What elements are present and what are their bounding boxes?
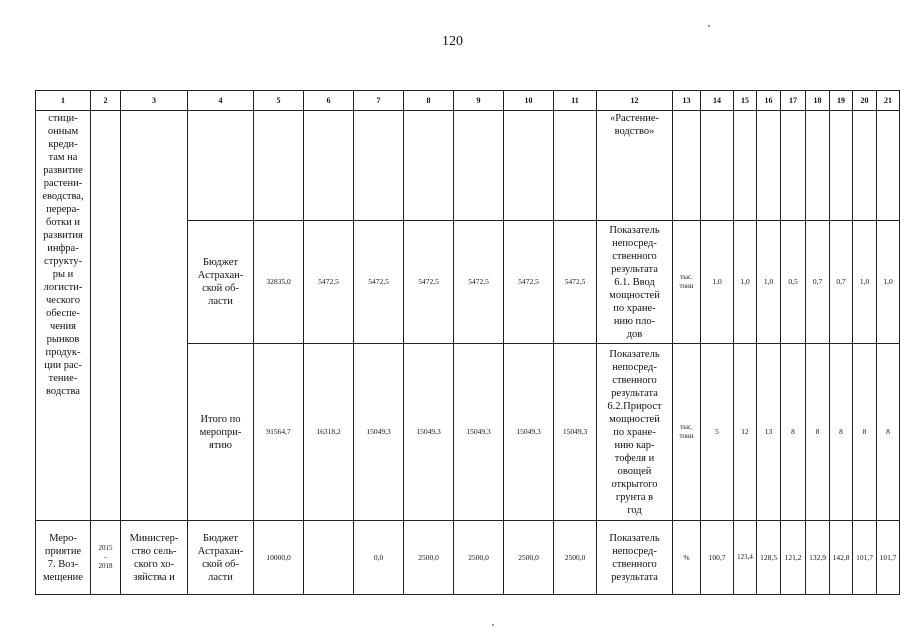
funding-source-cell: Бюджет Астрахан- ской об- ласти <box>188 221 254 344</box>
unit-cell: тыс. тонн <box>673 221 701 344</box>
value-cell: 15049,3 <box>404 344 454 521</box>
executor-cell <box>121 111 188 521</box>
indicator-value-cell: 8 <box>806 344 830 521</box>
value-cell <box>504 111 554 221</box>
indicator-value-cell <box>853 111 877 221</box>
column-header: 8 <box>404 91 454 111</box>
column-header: 16 <box>757 91 781 111</box>
column-header: 3 <box>121 91 188 111</box>
indicator-name-cell: Показатель непосред- ственного результата <box>597 521 673 595</box>
column-header: 2 <box>91 91 121 111</box>
indicator-value-cell: 1,0 <box>701 221 734 344</box>
executor-cell: Министер- ство сель- ского хо- зяйства и <box>121 521 188 595</box>
indicator-value-cell <box>830 111 853 221</box>
value-cell: 0,0 <box>354 521 404 595</box>
value-cell: 2500,0 <box>454 521 504 595</box>
indicator-value-cell <box>757 111 781 221</box>
column-header: 13 <box>673 91 701 111</box>
value-cell: 5472,5 <box>354 221 404 344</box>
indicator-value-cell: 101,7 <box>853 521 877 595</box>
column-header: 4 <box>188 91 254 111</box>
funding-source-cell <box>188 111 254 221</box>
value-cell <box>454 111 504 221</box>
column-header: 18 <box>806 91 830 111</box>
value-cell: 5472,5 <box>504 221 554 344</box>
column-header: 15 <box>734 91 757 111</box>
value-cell: 15049,3 <box>454 344 504 521</box>
page-number: 120 <box>442 34 463 49</box>
value-cell: 2500,0 <box>504 521 554 595</box>
measure-description-cell: Меро- приятие 7. Воз- мещение <box>36 521 91 595</box>
indicator-value-cell <box>877 111 900 221</box>
table-row <box>36 111 900 221</box>
indicator-value-cell: 0,5 <box>781 221 806 344</box>
indicator-value-cell: 142,8 <box>830 521 853 595</box>
period-cell <box>91 111 121 521</box>
funding-source-cell: Бюджет Астрахан- ской об- ласти <box>188 521 254 595</box>
indicator-value-cell: 0,7 <box>830 221 853 344</box>
table-row <box>36 521 900 595</box>
measure-description-cell: стици- онным креди- там на развитие растени- еводства, перера- ботки и развития инфра- структу- ры и логисти- ческого обеспе- чения рынков продук- ции рас- тение- водства <box>36 111 91 521</box>
unit-cell: тыс. тонн <box>673 344 701 521</box>
indicator-value-cell: 8 <box>877 344 900 521</box>
indicator-value-cell: 13 <box>757 344 781 521</box>
indicator-name-cell: Показатель непосред- ственного результата 6.1. Ввод мощностей по хране- нию пло- дов <box>597 221 673 344</box>
scan-speck <box>492 624 494 626</box>
column-header: 5 <box>254 91 304 111</box>
value-cell: 15049,3 <box>554 344 597 521</box>
indicator-value-cell: 8 <box>781 344 806 521</box>
indicator-value-cell: 101,7 <box>877 521 900 595</box>
value-cell <box>304 521 354 595</box>
value-cell: 15049,3 <box>354 344 404 521</box>
indicator-name-cell: «Растение- водство» <box>597 111 673 221</box>
value-cell: 16318,2 <box>304 344 354 521</box>
column-header: 14 <box>701 91 734 111</box>
column-header: 1 <box>36 91 91 111</box>
indicator-value-cell: 132,9 <box>806 521 830 595</box>
scan-speck <box>708 25 710 27</box>
value-cell: 5472,5 <box>404 221 454 344</box>
program-table <box>35 90 900 595</box>
value-cell: 32835,0 <box>254 221 304 344</box>
value-cell <box>554 111 597 221</box>
value-cell <box>254 111 304 221</box>
column-header: 10 <box>504 91 554 111</box>
indicator-value-cell: 100,7 <box>701 521 734 595</box>
indicator-value-cell: 5 <box>701 344 734 521</box>
indicator-value-cell: 1,0 <box>853 221 877 344</box>
indicator-value-cell <box>734 111 757 221</box>
indicator-value-cell: 1,0 <box>877 221 900 344</box>
unit-cell: % <box>673 521 701 595</box>
indicator-value-cell: 12 <box>734 344 757 521</box>
column-header: 6 <box>304 91 354 111</box>
indicator-value-cell: 0,7 <box>806 221 830 344</box>
column-header: 12 <box>597 91 673 111</box>
value-cell <box>404 111 454 221</box>
header-row <box>36 91 900 111</box>
indicator-value-cell <box>781 111 806 221</box>
indicator-value-cell: 121,2 <box>781 521 806 595</box>
column-header: 20 <box>853 91 877 111</box>
value-cell <box>354 111 404 221</box>
indicator-name-cell: Показатель непосред- ственного результата 6.2.Прирост мощностей по хране- нию кар- тофеля и овощей открытого грунта в год <box>597 344 673 521</box>
indicator-value-cell: 128,5 <box>757 521 781 595</box>
value-cell: 5472,5 <box>454 221 504 344</box>
value-cell: 5472,5 <box>304 221 354 344</box>
value-cell: 2500,0 <box>554 521 597 595</box>
column-header: 7 <box>354 91 404 111</box>
column-header: 19 <box>830 91 853 111</box>
value-cell: 91564,7 <box>254 344 304 521</box>
value-cell: 15049,3 <box>504 344 554 521</box>
indicator-value-cell: 8 <box>830 344 853 521</box>
value-cell: 10000,0 <box>254 521 304 595</box>
indicator-value-cell: 123,4 <box>734 521 757 595</box>
column-header: 17 <box>781 91 806 111</box>
value-cell <box>304 111 354 221</box>
column-header: 9 <box>454 91 504 111</box>
indicator-value-cell: 8 <box>853 344 877 521</box>
column-header: 11 <box>554 91 597 111</box>
funding-source-cell: Итого по меропри- ятию <box>188 344 254 521</box>
column-header: 21 <box>877 91 900 111</box>
indicator-value-cell: 1,0 <box>757 221 781 344</box>
value-cell: 5472,5 <box>554 221 597 344</box>
period-cell: 2015 - 2018 <box>91 521 121 595</box>
indicator-value-cell <box>806 111 830 221</box>
value-cell: 2500,0 <box>404 521 454 595</box>
unit-cell <box>673 111 701 221</box>
indicator-value-cell <box>701 111 734 221</box>
indicator-value-cell: 1,0 <box>734 221 757 344</box>
